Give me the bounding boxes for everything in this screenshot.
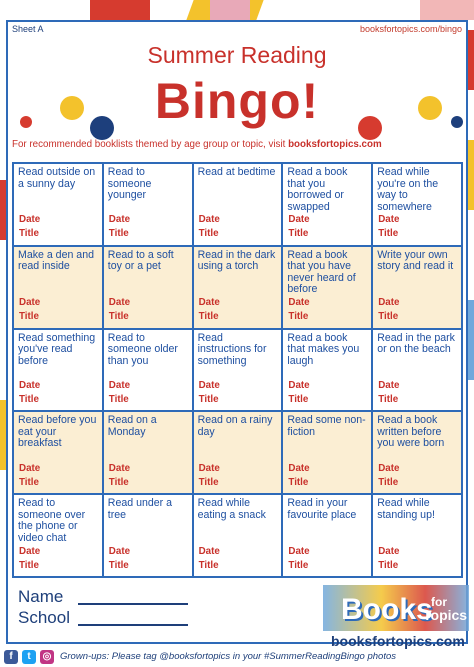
bingo-cell-title-label: Title [288, 476, 309, 488]
bingo-cell-task: Write your own story and read it [377, 248, 454, 273]
bingo-cell-date-label: Date [198, 214, 220, 226]
dot-red-small [20, 116, 32, 128]
bingo-cell-date-label: Date [378, 214, 400, 226]
bingo-cell[interactable] [193, 163, 283, 246]
bingo-cell-task: Read a book written before you were born [377, 414, 445, 450]
bingo-cell-task: Read to someone older than you [107, 331, 178, 367]
dot-red-right [358, 116, 382, 140]
bingo-cell[interactable] [13, 411, 103, 494]
bingo-cell-title-label: Title [108, 228, 129, 240]
bingo-cell-title-label: Title [108, 393, 129, 405]
bingo-cell-date-label: Date [378, 379, 400, 391]
bingo-cell-task: Read while you're on the way to somewhere [377, 166, 439, 213]
bg-shape-pink-right [420, 0, 474, 20]
bingo-cell-date-label: Date [108, 545, 131, 557]
bingo-cell[interactable] [372, 411, 462, 494]
bingo-cell[interactable] [13, 494, 103, 577]
bingo-cell-title-label: Title [19, 476, 39, 488]
bingo-cell-title-label: Title [108, 476, 129, 488]
facebook-icon[interactable]: f [4, 650, 18, 664]
bingo-cell[interactable] [193, 246, 283, 329]
bingo-cell-date-label: Date [198, 545, 220, 557]
bingo-cell-title-label: Title [198, 311, 219, 323]
bingo-cell-date-label: Date [288, 214, 310, 226]
bingo-cell[interactable] [13, 329, 103, 412]
bingo-cell-task: Read a book that you have never heard of before [287, 248, 356, 296]
bingo-cell[interactable] [372, 494, 462, 577]
bingo-cell-date-label: Date [19, 379, 41, 391]
dot-navy-left [90, 116, 114, 140]
bingo-cell[interactable] [372, 246, 462, 329]
bingo-cell-task: Read to a soft toy or a pet [107, 248, 174, 273]
bingo-cell[interactable] [372, 163, 462, 246]
title-summer-reading: Summer Reading [147, 42, 327, 68]
logo-url[interactable]: booksfortopics.com [331, 633, 465, 649]
bingo-cell-task: Read instructions for something [197, 331, 267, 367]
bingo-cell-date-label: Date [378, 462, 400, 474]
site-link[interactable]: booksfortopics.com/bingo [359, 24, 462, 34]
bingo-cell-task: Read a book that makes you laugh [287, 331, 360, 367]
bingo-cell[interactable] [282, 246, 372, 329]
logo-topics: Topics [423, 607, 468, 623]
bingo-cell-title-label: Title [378, 311, 399, 323]
logo-books: Books [341, 593, 433, 626]
bingo-cell[interactable] [372, 329, 462, 412]
bingo-cell-date-label: Date [19, 462, 41, 474]
bingo-cell-date-label: Date [288, 379, 310, 391]
bingo-cell-date-label: Date [19, 297, 41, 309]
bingo-cell-date-label: Date [198, 297, 220, 309]
footer-text: Grown-ups: Please tag @booksfortopics in your #SummerReadingBingo photos [60, 651, 396, 662]
bingo-cell-title-label: Title [19, 228, 39, 240]
bingo-cell-title-label: Title [288, 228, 309, 240]
bingo-cell[interactable] [193, 494, 283, 577]
bingo-cell[interactable] [103, 411, 193, 494]
sheet-label: Sheet A [12, 24, 44, 34]
bingo-cell-title-label: Title [378, 393, 399, 405]
twitter-icon[interactable]: t [22, 650, 36, 664]
bingo-cell[interactable] [103, 329, 193, 412]
bingo-cell-task: Read at bedtime [197, 166, 276, 178]
bingo-cell-date-label: Date [288, 545, 310, 557]
bingo-cell-task: Read something you've read before [18, 331, 96, 367]
bingo-cell-task: Read a book that you borrowed or swapped [287, 166, 348, 213]
name-line[interactable] [78, 603, 188, 605]
name-label: Name [18, 587, 64, 606]
bingo-cell[interactable] [13, 163, 103, 246]
bingo-cell-task: Read to someone younger [107, 166, 152, 201]
bingo-cell-date-label: Date [378, 297, 400, 309]
bingo-cell-title-label: Title [19, 393, 39, 405]
intro-text-body: For recommended booklists themed by age group or topic, visit [12, 139, 289, 150]
bingo-cell-date-label: Date [198, 462, 220, 474]
bingo-cell-task: Read in the dark using a torch [197, 248, 276, 273]
dot-navy-small [451, 116, 463, 128]
bingo-cell-title-label: Title [288, 311, 309, 323]
bingo-cell-title-label: Title [19, 311, 39, 323]
bingo-cell-task: Read before you eat your breakfast [18, 414, 97, 450]
dot-yellow-left [60, 96, 84, 120]
bingo-cell[interactable] [282, 411, 372, 494]
bingo-cell-task: Make a den and read inside [18, 248, 94, 273]
school-label: School [18, 608, 70, 627]
bg-shape-red-top [90, 0, 150, 20]
bingo-cell-date-label: Date [108, 462, 131, 474]
bingo-cell-title-label: Title [198, 393, 219, 405]
dot-yellow-right [418, 96, 442, 120]
school-line[interactable] [78, 624, 188, 626]
bingo-cell-title-label: Title [288, 393, 309, 405]
bingo-cell[interactable] [103, 163, 193, 246]
bingo-cell-title-label: Title [198, 228, 219, 240]
bingo-cell[interactable] [282, 329, 372, 412]
bingo-cell-title-label: Title [108, 559, 129, 571]
bingo-cell-date-label: Date [198, 379, 220, 391]
intro-text [12, 139, 382, 150]
bingo-cell-task: Read under a tree [107, 497, 172, 521]
bingo-cell-task: Read some non-fiction [287, 414, 366, 438]
bingo-cell-title-label: Title [378, 476, 399, 488]
bingo-cell[interactable] [282, 494, 372, 577]
title-bingo: Bingo! [154, 73, 320, 129]
bingo-cell-date-label: Date [108, 214, 131, 226]
bingo-cell[interactable] [13, 246, 103, 329]
bingo-cell-title-label: Title [198, 559, 219, 571]
bingo-cell[interactable] [193, 329, 283, 412]
bingo-cell-date-label: Date [378, 545, 400, 557]
bingo-cell-date-label: Date [19, 214, 41, 226]
bingo-cell-task: Read on a rainy day [197, 414, 273, 438]
bingo-sheet [6, 20, 468, 649]
footer [0, 646, 474, 667]
bingo-cell-task: Read to someone over the phone or video chat [18, 497, 86, 544]
bingo-cell-task: Read outside on a sunny day [18, 166, 96, 190]
bingo-cell-title-label: Title [198, 476, 219, 488]
bingo-cell-title-label: Title [288, 559, 309, 571]
bingo-cell-date-label: Date [288, 297, 310, 309]
bingo-cell-task: Read while eating a snack [197, 497, 266, 521]
bingo-cell[interactable] [103, 494, 193, 577]
bingo-cell-date-label: Date [19, 545, 41, 557]
bingo-cell[interactable] [193, 411, 283, 494]
bingo-cell-task: Read in your favourite place [287, 497, 357, 521]
instagram-icon[interactable]: ◎ [40, 650, 54, 664]
bingo-cell-task: Read in the park or on the beach [377, 331, 455, 356]
bingo-cell[interactable] [103, 246, 193, 329]
bingo-cell-title-label: Title [378, 559, 399, 571]
bingo-cell-title-label: Title [378, 228, 399, 240]
bingo-cell-date-label: Date [108, 297, 131, 309]
bingo-cell-title-label: Title [19, 559, 39, 571]
bingo-cell-task: Read on a Monday [107, 414, 157, 438]
bg-shape-pink-top [210, 0, 250, 20]
intro-link[interactable]: booksfortopics.com [288, 139, 382, 150]
bingo-cell-date-label: Date [108, 379, 131, 391]
bingo-cell[interactable] [282, 163, 372, 246]
bingo-cell-title-label: Title [108, 311, 129, 323]
bingo-cell-date-label: Date [288, 462, 310, 474]
bingo-grid [12, 162, 463, 578]
bingo-cell-task: Read while standing up! [377, 497, 435, 521]
logo-for: for [431, 595, 447, 609]
